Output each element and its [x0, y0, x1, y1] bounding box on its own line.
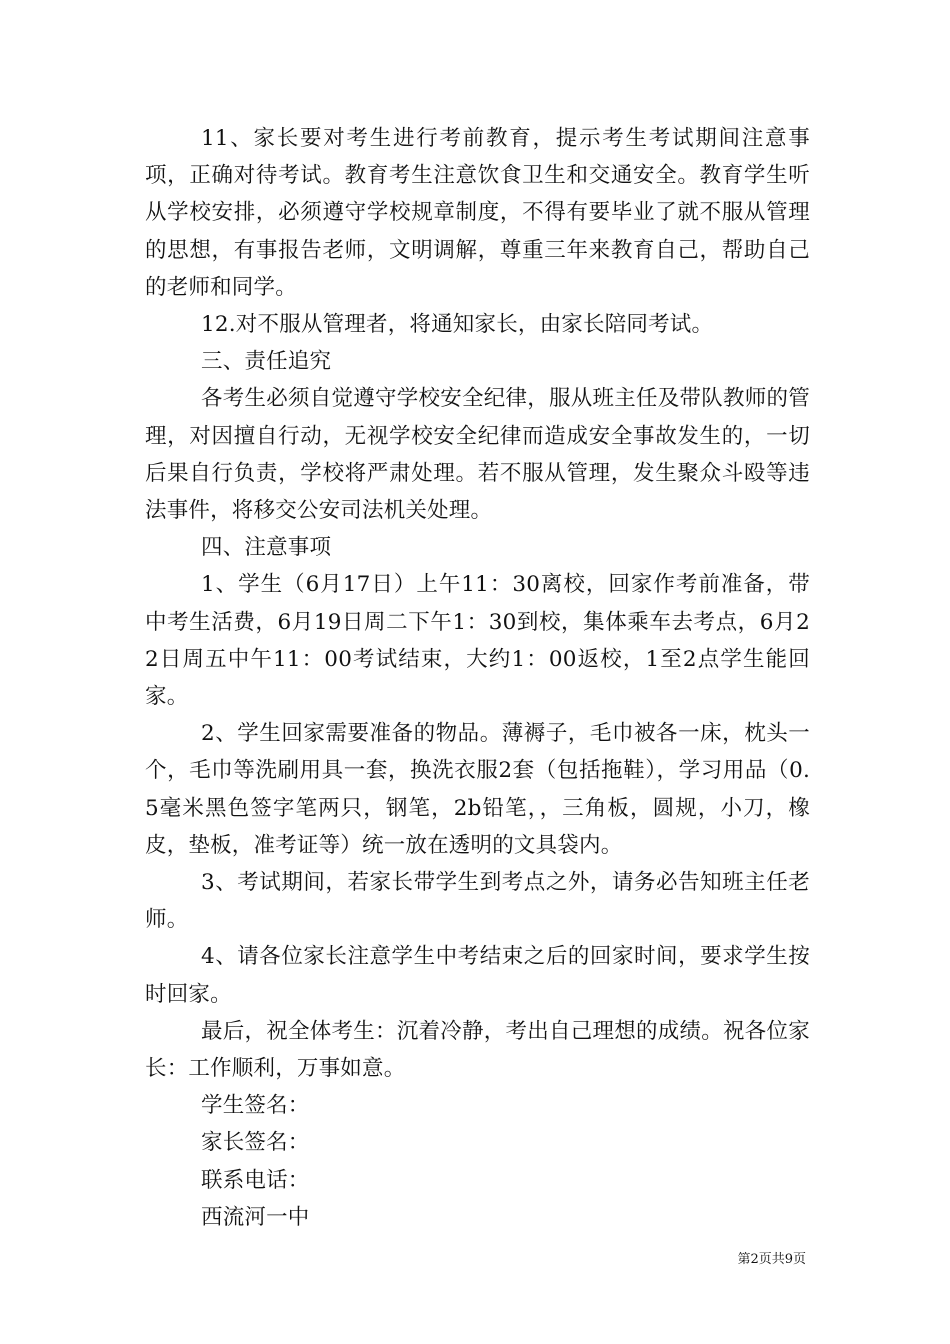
paragraph-note-4: 4、请各位家长注意学生中考结束之后的回家时间，要求学生按时回家。	[145, 944, 810, 1007]
paragraph-note-3: 3、考试期间，若家长带学生到考点之外，请务必告知班主任老师。	[145, 870, 810, 933]
document-body	[145, 120, 810, 1236]
paragraph-closing: 最后，祝全体考生：沉着冷静，考出自己理想的成绩。祝各位家长：工作顺利，万事如意。	[145, 1018, 810, 1082]
contact-phone-line: 联系电话：	[201, 1167, 310, 1193]
paragraph-item-12: 12.对不服从管理者，将通知家长，由家长陪同考试。	[201, 312, 714, 338]
paragraph-responsibility: 各考生必须自觉遵守学校安全纪律，服从班主任及带队教师的管理，对因擅自行动，无视学校安全纪律而造成安全事故发生的，一切后果自行负责，学校将严肃处理。若不服从管理，发生聚众斗殴等违法事件，将移交公安司法机关处理。	[145, 386, 810, 524]
student-signature-line: 学生签名：	[201, 1093, 310, 1119]
paragraph-item-11: 11、家长要对考生进行考前教育，提示考生考试期间注意事项，正确对待考试。教育考生注意饮食卫生和交通安全。教育学生听从学校安排，必须遵守学校规章制度，不得有要毕业了就不服从管理的思想，有事报告老师，文明调解，尊重三年来教育自己，帮助自己的老师和同学。	[145, 126, 810, 300]
section-heading-notes: 四、注意事项	[201, 535, 332, 561]
section-heading-responsibility: 三、责任追究	[201, 349, 332, 375]
paragraph-note-1: 1、学生（6月17日）上午11：30离校，回家作考前准备，带中考生活费，6月19日周二下午1：30到校，集体乘车去考点，6月22日周五中午11：00考试结束，大约1：00返校，1至2点学生能回家。	[145, 572, 810, 710]
paragraph-note-2: 2、学生回家需要准备的物品。薄褥子，毛巾被各一床，枕头一个，毛巾等洗刷用具一套，换洗衣服2套（包括拖鞋），学习用品（0.5毫米黑色签字笔两只，钢笔，2b铅笔，，三角板，圆规，小刀，橡皮，垫板，准考证等）统一放在透明的文具袋内。	[145, 721, 810, 858]
school-name: 西流河一中	[201, 1204, 310, 1230]
page-number: 第2页共9页	[737, 1252, 806, 1267]
parent-signature-line: 家长签名：	[201, 1130, 310, 1156]
